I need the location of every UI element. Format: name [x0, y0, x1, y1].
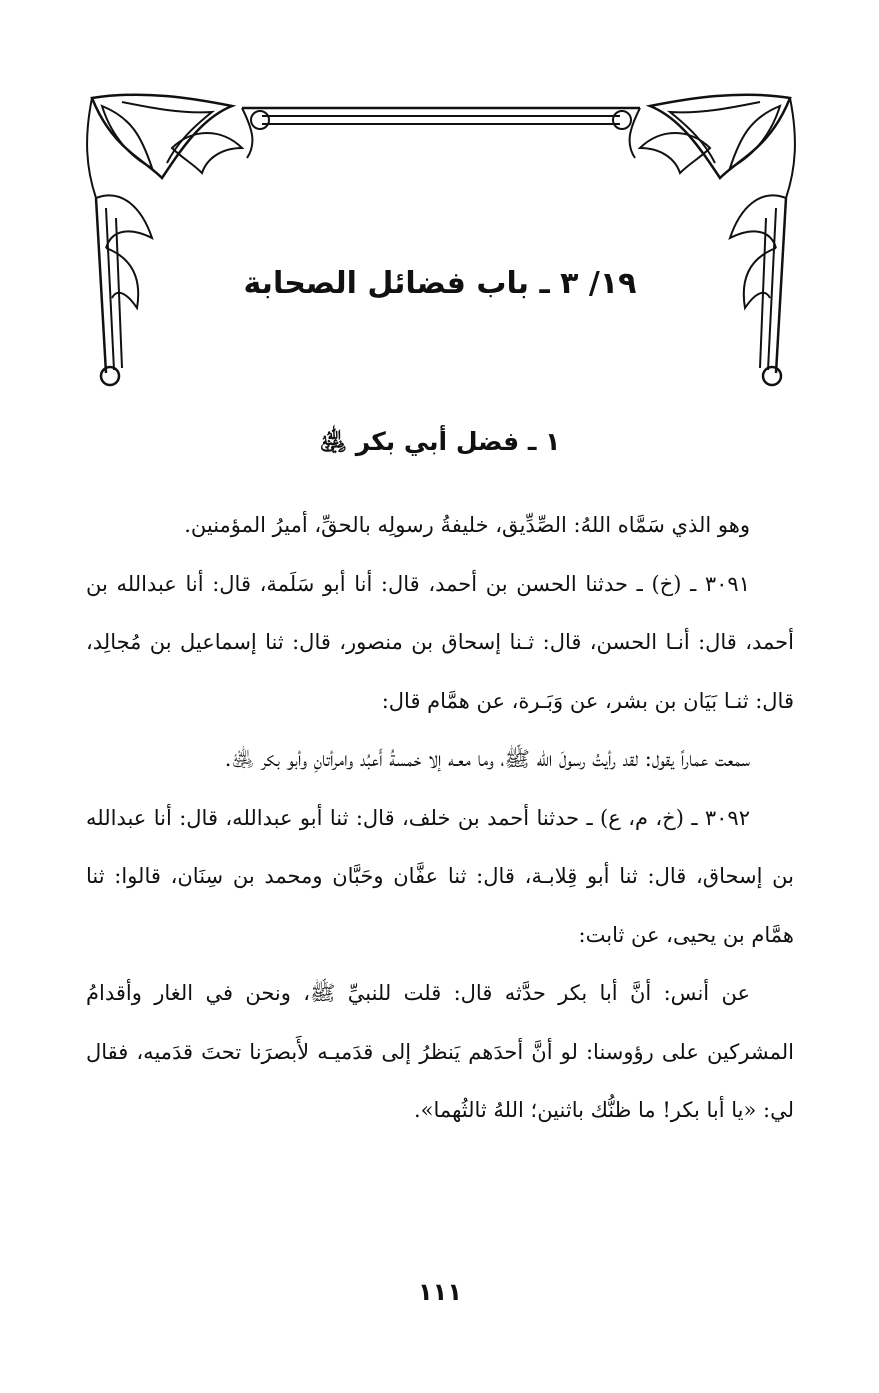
- section-title: ١ ـ فضل أبي بكر ﵁: [319, 427, 561, 456]
- intro-paragraph: وهو الذي سَمَّاه اللهُ: الصِّدِّيق، خليفةُ رسولِه بالحقِّ، أميرُ المؤمنين.: [184, 513, 750, 537]
- chapter-title: ١٩/ ٣ ـ باب فضائل الصحابة: [243, 266, 637, 301]
- hadith-3092-isnad: ٣٠٩٢ ـ (خ، م، ع) ـ حدثنا أحمد بن خلف، قال: ثنا أبو عبدالله، قال: أنا عبدالله بن إسحاق، قال: ثنا أبو قِلابـة، قال: ثنا عفَّان وحَبَّان ومحمد بن سِنَان، قالوا: ثنا همَّام بن يحيى، عن ثابت:: [86, 805, 794, 947]
- hadith-3091-matn: سمعت عماراً يقول: لقد رأيتُ رسولَ الله ﷺ، وما معـه إلا خمسةُ أَعبُد وامرأتانِ وأبو بكر ﵁.: [224, 747, 750, 771]
- main-text: [86, 496, 794, 1140]
- page-number: ١١١: [418, 1278, 462, 1306]
- ornamental-header-frame: [82, 88, 800, 388]
- hadith-3092-matn: عن أنس: أنَّ أبا بكر حدَّثه قال: قلت للنبيِّ ﷺ، ونحن في الغار وأقدامُ المشركين على رؤوسنا: لو أنَّ أحدَهم يَنظرُ إلى قدَميـه لأَبصرَنا تحتَ قدَميه، فقال لي: «يا أبا بكر! ما ظنُّك باثنين؛ اللهُ ثالثُهما».: [86, 981, 794, 1122]
- hadith-3091-isnad: ٣٠٩١ ـ (خ) ـ حدثنا الحسن بن أحمد، قال: أنا أبو سَلَمة، قال: أنا عبدالله بن أحمد، قال: أنـا الحسن، قال: ثـنا إسحاق بن منصور، قال: ثنا إسماعيل بن مُجالِد، قال: ثنـا بَيَان بن بشر، عن وَبَـرة، عن همَّام قال:: [86, 571, 794, 713]
